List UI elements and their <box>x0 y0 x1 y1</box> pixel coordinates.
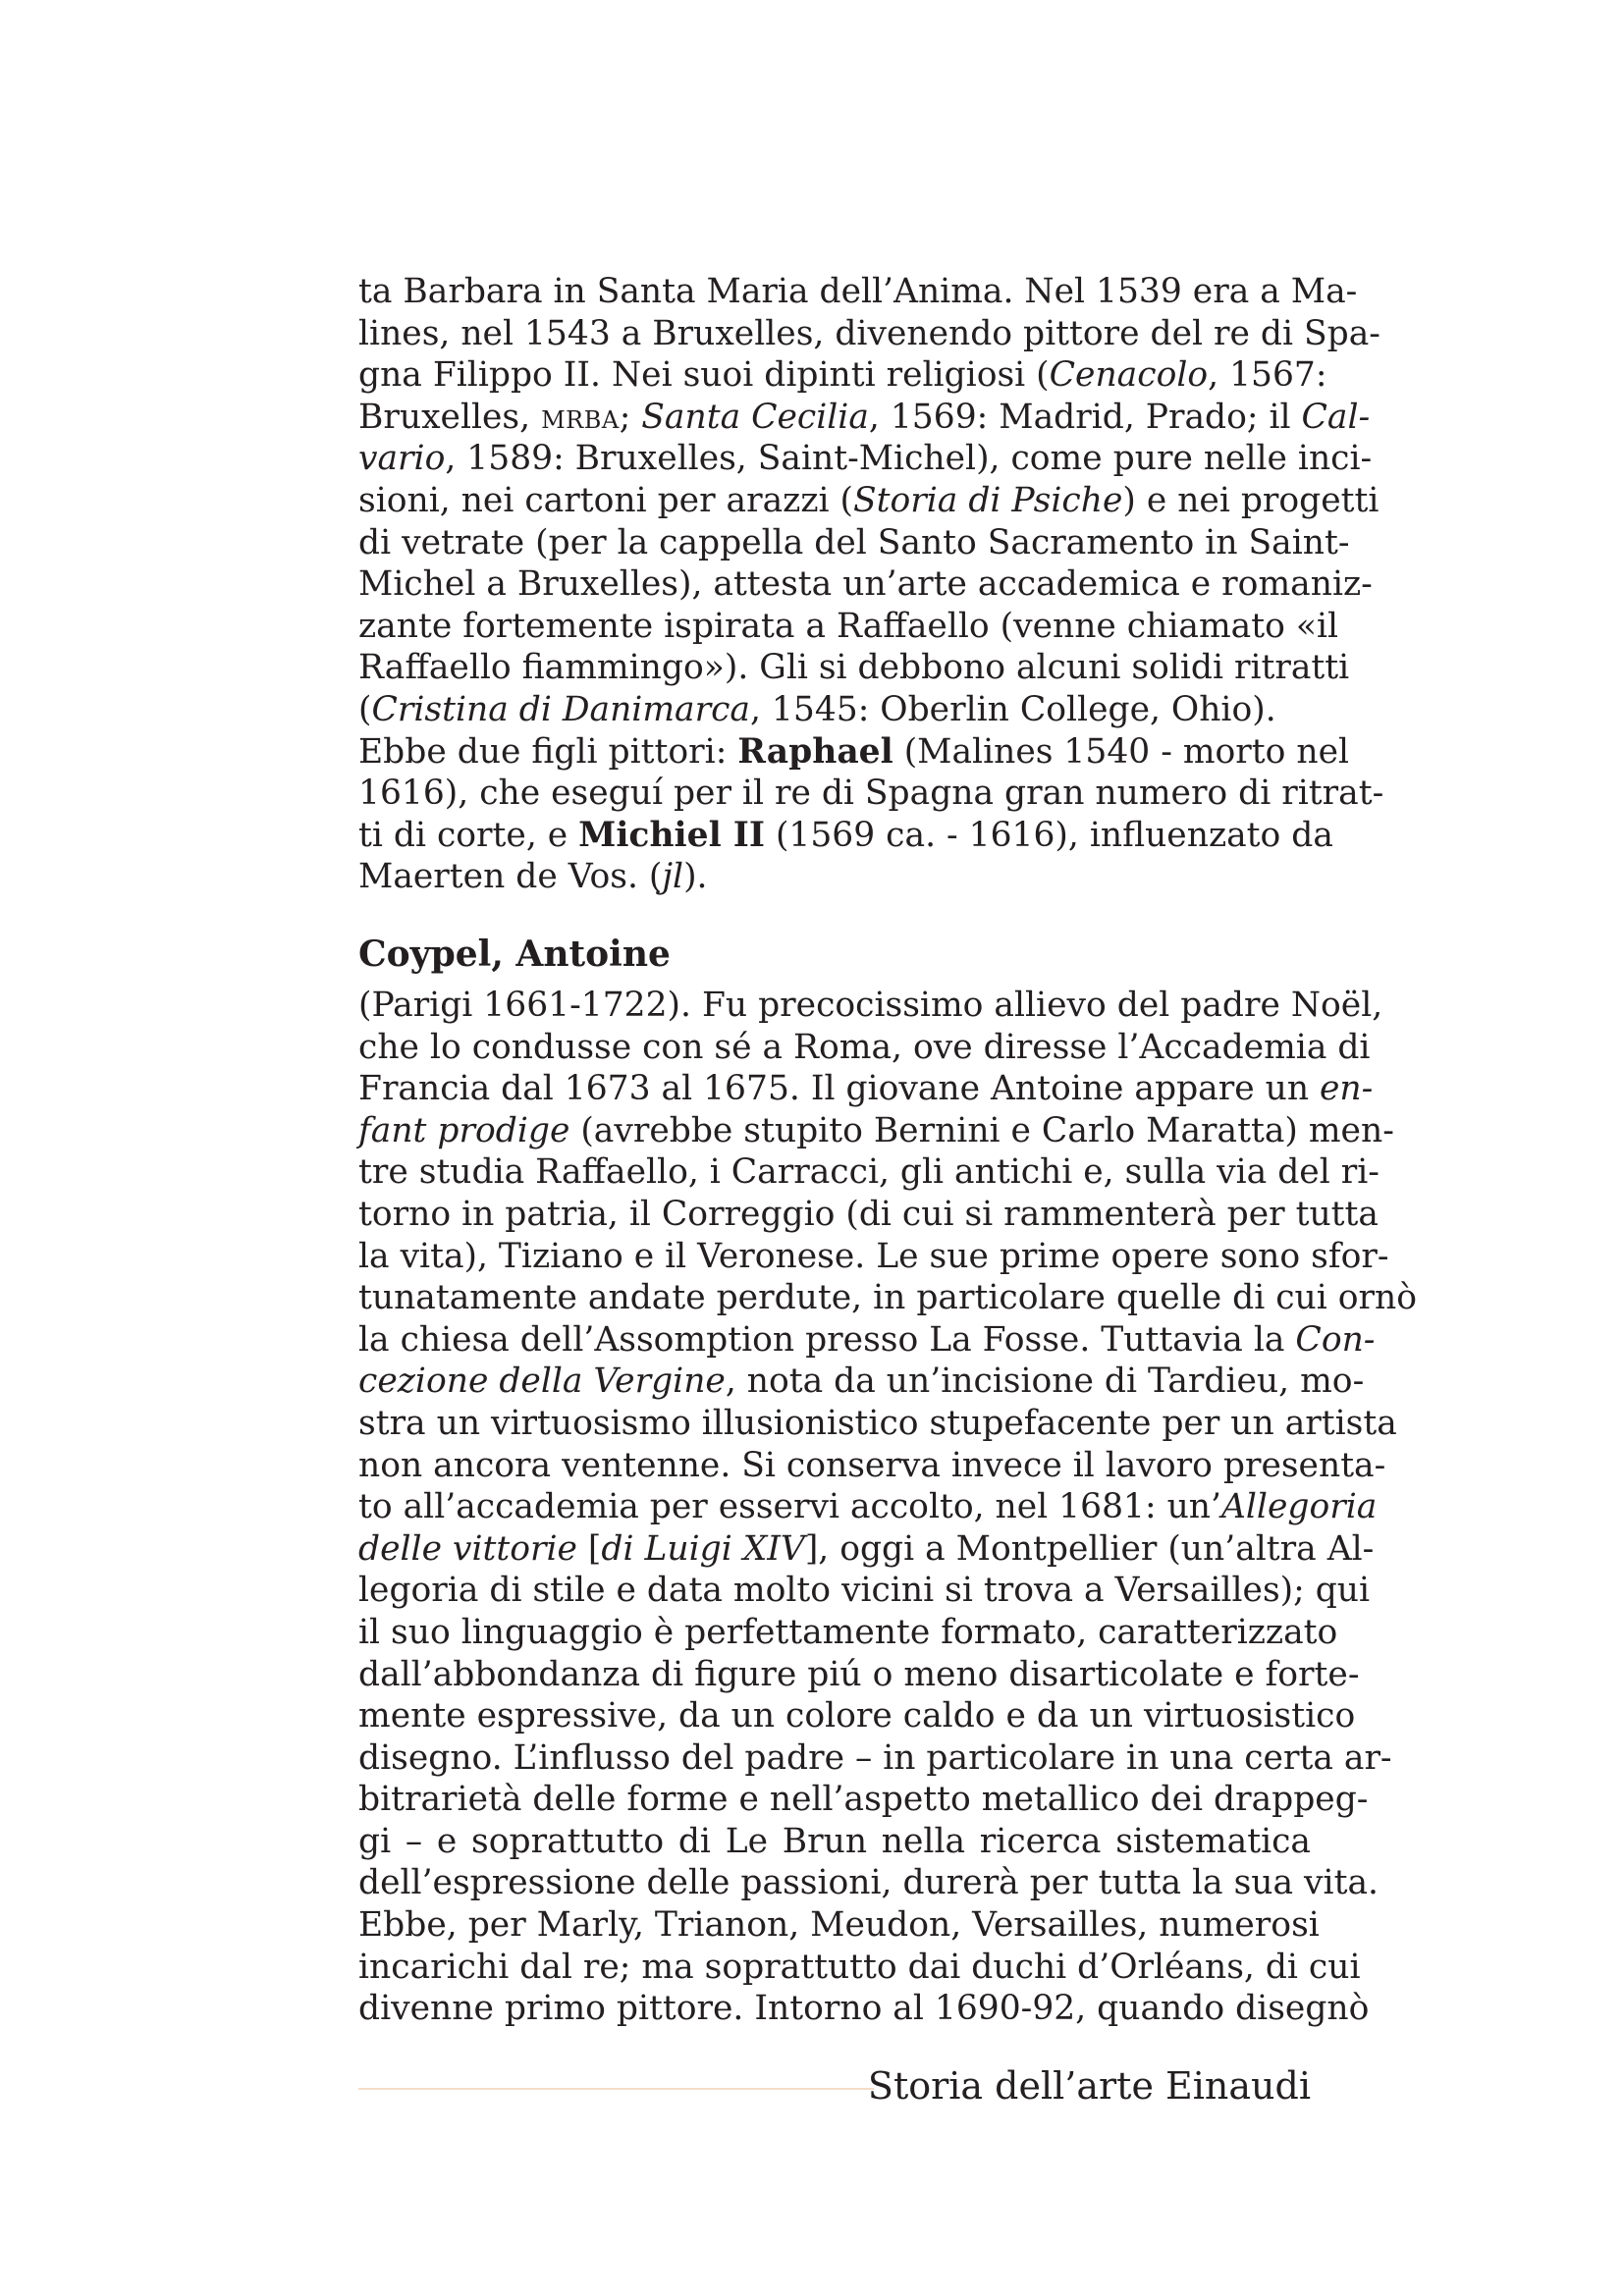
previous-entry-text <box>358 271 1384 898</box>
text-line: Ebbe, per Marly, Trianon, Meudon, Versailles, numerosi <box>358 1905 1320 1946</box>
text-line: che lo condusse con sé a Roma, ove diresse l’Accademia di <box>358 1027 1371 1067</box>
text-line: zante fortemente ispirata a Raffaello (venne chiamato «il <box>358 606 1339 646</box>
text-line: bitrarietà delle forme e nell’aspetto metallico dei drappeg- <box>358 1780 1369 1820</box>
text-line: fant prodige (avrebbe stupito Bernini e Carlo Maratta) men- <box>358 1110 1394 1150</box>
text-line: non ancora ventenne. Si conserva invece il lavoro presenta- <box>358 1445 1386 1485</box>
text-line: cezione della Vergine, nota da un’incisione di Tardieu, mo- <box>358 1362 1365 1402</box>
text-line: ti di corte, e Michiel II (1569 ca. - 1616), influenzato da <box>358 815 1333 855</box>
text-line: il suo linguaggio è perfettamente formato, caratterizzato <box>358 1612 1338 1652</box>
text-line: gna Filippo II. Nei suoi dipinti religiosi (Cenacolo, 1567: <box>358 355 1327 396</box>
text-line: la chiesa dell’Assomption presso La Fosse. Tuttavia la Con- <box>358 1319 1376 1360</box>
text-line: stra un virtuosismo illusionistico stupefacente per un artista <box>358 1403 1397 1443</box>
text-line: legoria di stile e data molto vicini si trova a Versailles); qui <box>358 1571 1371 1611</box>
entry-title: Coypel, Antoine <box>358 934 671 975</box>
text-line: torno in patria, il Correggio (di cui si rammenterà per tutta <box>358 1194 1379 1234</box>
text-line: Michel a Bruxelles), attesta un’arte accademica e romaniz- <box>358 564 1373 605</box>
footer-divider <box>358 2088 874 2090</box>
text-line: disegno. L’influsso del padre – in particolare in una certa ar- <box>358 1737 1392 1778</box>
text-line: Bruxelles, mrba; Santa Cecilia, 1569: Madrid, Prado; il Cal- <box>358 397 1371 437</box>
author-initials: jl <box>662 857 684 897</box>
entry-text <box>358 985 1417 2030</box>
text-line: tunatamente andate perdute, in particolare quelle di cui ornò <box>358 1278 1417 1318</box>
text-line: Raffaello fiammingo»). Gli si debbono alcuni solidi ritratti <box>358 648 1350 688</box>
text-line: to all’accademia per esservi accolto, nel 1681: un’Allegoria <box>358 1487 1378 1527</box>
footer-publication-title: Storia dell’arte Einaudi <box>867 2064 1311 2108</box>
text-line: incarichi dal re; ma soprattutto dai duchi d’Orléans, di cui <box>358 1947 1361 1987</box>
text-line: Ebbe due figli pittori: Raphael (Malines 1540 - morto nel <box>358 731 1350 772</box>
artist-name-raphael: Raphael <box>737 731 893 772</box>
text-line: mente espressive, da un colore caldo e da un virtuosistico <box>358 1696 1356 1736</box>
text-line: (Cristina di Danimarca, 1545: Oberlin College, Ohio). <box>358 689 1276 729</box>
text-line: la vita), Tiziano e il Veronese. Le sue prime opere sono sfor- <box>358 1236 1389 1276</box>
text-line: di vetrate (per la cappella del Santo Sacramento in Saint- <box>358 522 1350 562</box>
text-line: gi – e soprattutto di Le Brun nella ricerca sistematica <box>358 1821 1311 1861</box>
text-line: Maerten de Vos. (jl). <box>358 857 708 897</box>
text-line: dell’espressione delle passioni, durerà per tutta la sua vita. <box>358 1863 1379 1903</box>
text-line: divenne primo pittore. Intorno al 1690-92, quando disegnò <box>358 1989 1370 2029</box>
artist-name-michiel: Michiel II <box>578 815 765 855</box>
text-line: (Parigi 1661-1722). Fu precocissimo allievo del padre Noël, <box>358 986 1383 1025</box>
text-line: tre studia Raffaello, i Carracci, gli antichi e, sulla via del ri- <box>358 1152 1380 1193</box>
text-line: ta Barbara in Santa Maria dell’Anima. Nel 1539 era a Ma- <box>358 272 1358 311</box>
text-line: lines, nel 1543 a Bruxelles, divenendo pittore del re di Spa- <box>358 313 1380 353</box>
text-line: vario, 1589: Bruxelles, Saint-Michel), come pure nelle inci- <box>358 439 1373 479</box>
text-line: 1616), che eseguí per il re di Spagna gran numero di ritrat- <box>358 774 1384 814</box>
text-line: dall’abbondanza di figure piú o meno disarticolate e forte- <box>358 1654 1360 1694</box>
text-line: delle vittorie [di Luigi XIV], oggi a Montpellier (un’altra Al- <box>358 1528 1375 1569</box>
text-line: Francia dal 1673 al 1675. Il giovane Antoine appare un en- <box>358 1069 1374 1109</box>
museum-abbreviation: mrba <box>541 397 620 437</box>
text-line: sioni, nei cartoni per arazzi (Storia di Psiche) e nei progetti <box>358 480 1380 520</box>
